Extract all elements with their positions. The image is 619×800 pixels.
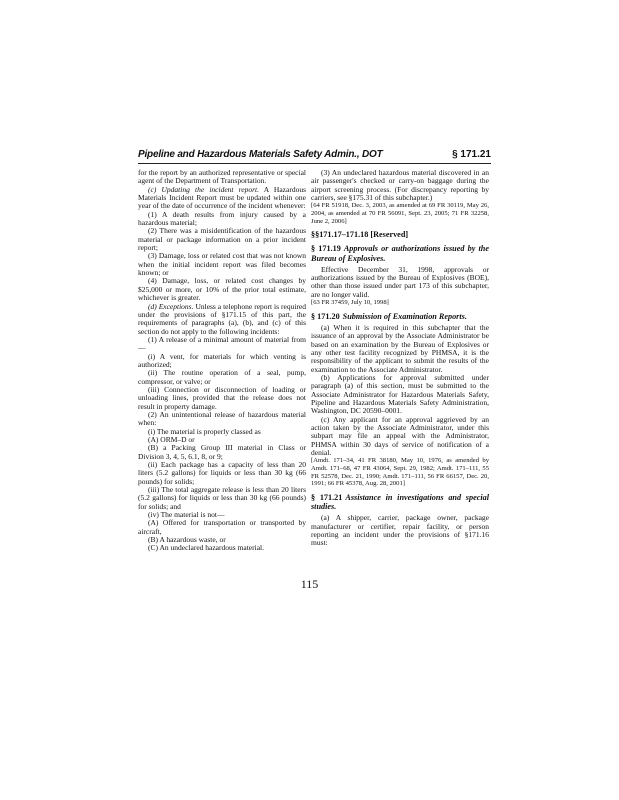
paragraph: (ii) Each package has a capacity of less than 20 liters (5.2 gallons) for liquids or less than 30 kg (66 pounds) for solids;	[138, 460, 306, 486]
paragraph	[138, 303, 306, 336]
paragraph: (1) A release of a minimal amount of material from—	[138, 334, 306, 353]
running-head-title: Pipeline and Hazardous Materials Safety Admin., DOT	[138, 149, 383, 160]
paragraph: (ii) The routine operation of a seal, pump, compressor, or valve; or	[138, 368, 306, 386]
paragraph: (i) A vent, for materials for which venting is authorized;	[138, 351, 306, 369]
source-note: [Amdt. 171–34, 41 FR 38180, May 10, 1976, as amended by Amdt. 171–68, 47 FR 43064, Sept. 29, 1982; Amdt. 171–111, 55 FR 52578, Dec. 21, 1990; Amdt. 171–111, 56 FR 66157, Dec. 20, 1991; 66 FR 45378, Aug. 28, 2001]	[311, 457, 489, 488]
source-note: [64 FR 51918, Dec. 3, 2003, as amended at 69 FR 30119, May 26, 2004, as amended at 70 FR 56091, Sept. 23, 2005; 71 FR 32258, June 2, 2006]	[311, 202, 489, 225]
paragraph: (A) Offered for transportation or transported by aircraft,	[138, 518, 306, 536]
paragraph: (a) A shipper, carrier, package owner, package manufacturer or certifier, repair facility, or person reporting an incident under the provisions of §171.16 must:	[311, 513, 489, 548]
paragraph: (i) The material is properly classed as	[148, 426, 261, 436]
section-heading-171-20	[311, 312, 489, 321]
paragraph: (iv) The material is not—	[148, 510, 225, 520]
paragraph: (2) An unintentional release of hazardous material when:	[138, 409, 306, 428]
section-number: § 171.21	[311, 492, 343, 502]
section-number: § 171.20	[311, 311, 340, 321]
paragraph: (A) ORM–D or	[148, 435, 195, 444]
paragraph-label: (c) Updating the incident report.	[148, 184, 259, 194]
section-heading-reserved: §§171.17–171.18 [Reserved]	[311, 230, 409, 240]
paragraph: (B) a Packing Group III material in Class or Division 3, 4, 5, 6.1, 8, or 9;	[138, 443, 306, 461]
section-title: Submission of Examination Reports.	[342, 311, 467, 321]
left-column	[138, 169, 306, 553]
running-header	[138, 149, 491, 164]
section-heading-171-21	[311, 493, 489, 511]
right-column	[311, 169, 489, 548]
source-note: [63 FR 37459, July 10, 1998]	[311, 299, 389, 307]
section-title: Approvals or authorizations issued by the Bureau of Explosives.	[311, 244, 489, 263]
paragraph: (3) Damage, loss or related cost that was not known when the initial incident report was filed becomes known; or	[138, 251, 306, 278]
page-number: 115	[300, 577, 319, 591]
paragraph: (1) A death results from injury caused by a hazardous material;	[138, 209, 306, 228]
paragraph: (B) A hazardous waste, or	[148, 535, 226, 545]
section-title: Assistance in investigations and special studies.	[311, 492, 489, 512]
paragraph-text: Unless a telephone report is required under the provisions of §171.15 of this part, the requirements of paragraphs (a), (b), and (c) of this section do not apply to the following incidents:	[138, 301, 306, 336]
paragraph	[138, 186, 306, 211]
paragraph-text: A Hazardous Materials Incident Report must be updated within one year of the date of occurrence of the incident whenever:	[138, 184, 306, 211]
paragraph: (C) An undeclared hazardous material.	[148, 543, 264, 553]
paragraph: (c) Any applicant for an approval aggrieved by an action taken by the Associate Administrator, under this subpart may file an appeal with the Administrator, PHMSA within 30 days of service of notification of a denial.	[311, 414, 489, 458]
paragraph-label: (d) Exceptions.	[148, 301, 194, 311]
paragraph: (iii) The total aggregate release is less than 20 liters (5.2 gallons) for liquids or less than 30 kg (66 pounds) for solids; and	[138, 485, 306, 511]
paragraph: (4) Damage, loss, or related cost changes by $25,000 or more, or 10% of the prior total estimate, whichever is greater.	[138, 276, 306, 303]
paragraph: (a) When it is required in this subchapter that the issuance of an approval by the Associate Administrator be based on an examination by the Bureau of Explosives or any other test facility recognized by PHMSA, it is the responsibility of the applicant to submit the results of the examination to the Associate Administrator.	[311, 322, 489, 374]
section-heading-171-19	[311, 244, 489, 262]
section-number: § 171.19	[311, 244, 341, 254]
paragraph: for the report by an authorized representative or special agent of the Department of Transportation.	[138, 168, 306, 186]
paragraph: Effective December 31, 1998, approvals or authorizations issued by the Bureau of Explosives (BOE), other than those issued under part 173 of this subchapter, are no longer valid.	[311, 264, 489, 299]
paragraph: (iii) Connection or disconnection of loading or unloading lines, provided that the release does not result in property damage.	[138, 384, 306, 411]
header-section-ref: § 171.21	[452, 149, 491, 160]
paragraph: (3) An undeclared hazardous material discovered in an air passenger's checked or carry-on baggage during the airport screening process. (For discrepancy reporting by carriers, see §175.31 of this subchapter.)	[311, 168, 489, 203]
paragraph: (2) There was a misidentification of the hazardous material or package information on a prior incident report;	[138, 226, 306, 253]
paragraph: (b) Applications for approval submitted under paragraph (a) of this section, must be submitted to the Associate Administrator for Hazardous Materials Safety, Pipeline and Hazardous Materials Safety Administration, Washington, DC 20590–0001.	[311, 373, 489, 416]
